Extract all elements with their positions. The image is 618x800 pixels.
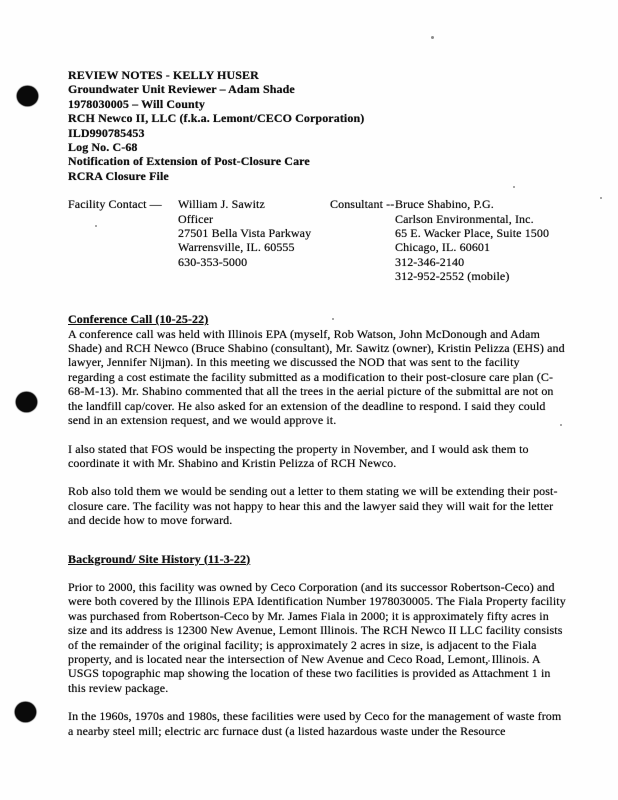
header-line: Groundwater Unit Reviewer – Adam Shade [68, 82, 295, 97]
consultant-city: Chicago, IL. 60601 [395, 240, 491, 255]
punch-hole-mark [15, 702, 36, 722]
consultant-label: Consultant -- [330, 197, 395, 212]
consultant-details [395, 197, 570, 283]
document-content [68, 68, 568, 738]
paragraph: In the 1960s, 1970s and 1980s, these facilities were used by Ceco for the management of waste from a nearby steel mill; electric arc furnace dust (a listed hazardous waste under the Resource [68, 709, 562, 738]
consultant-phone: 312-346-2140 [395, 254, 465, 269]
scan-speck [431, 36, 434, 39]
scan-speck [600, 197, 602, 199]
facility-contact-phone: 630-353-5000 [178, 254, 248, 269]
paragraph: I also stated that FOS would be inspecting the property in November, and I would ask them to coordinate it with Mr. Shabino and Kristin Pelizza of RCH Newco. [68, 441, 529, 470]
consultant-company: Carlson Environmental, Inc. [395, 211, 534, 226]
paragraph: Rob also told them we would be sending out a letter to them stating we will be extending their post-closure care. The facility was not happy to hear this and the lawyer said they will wait for the letter and decide how to move forward. [68, 484, 558, 528]
facility-contact-city: Warrensville, IL. 60555 [178, 240, 295, 255]
section-heading-conference-call: Conference Call (10-25-22) [68, 312, 209, 327]
punch-hole-mark [17, 86, 38, 106]
header-line: ILD990785453 [68, 125, 145, 140]
facility-contact-street: 27501 Bella Vista Parkway [178, 226, 312, 241]
consultant-name: Bruce Shabino, P.G. [395, 197, 494, 212]
header-line: Log No. C-68 [68, 140, 138, 155]
consultant-street: 65 E. Wacker Place, Suite 1500 [395, 226, 550, 241]
title-line: REVIEW NOTES - KELLY HUSER [68, 68, 259, 82]
header-line: Notification of Extension of Post-Closure Care [68, 154, 310, 169]
punch-hole-mark [16, 392, 37, 412]
paragraph: A conference call was held with Illinois EPA (myself, Rob Watson, John McDonough and Adam Shade) and RCH Newco (Bruce Shabino (consultant), Mr. Sawitz (owner), Kristin Pelizza (EHS) and lawyer, Jennifer Nijman). In this meeting we discussed the NOD that was sent to the facility regarding a cost estimate the facility submitted as a modification to their post-closure care plan (C-68-M-13). Mr. Shabino commented that all the trees in the aerial picture of the submittal are not on the landfill cap/cover. He also asked for an extension of the deadline to respond. I said they could send in an extension request, and we would approve it. [68, 326, 565, 428]
section-heading-background: Background/ Site History (11-3-22) [68, 551, 251, 566]
header-line: RCH Newco II, LLC (f.k.a. Lemont/CECO Corporation) [68, 111, 365, 126]
facility-contact-details [178, 197, 311, 269]
facility-contact-name: William J. Sawitz [178, 197, 265, 212]
document-header [68, 68, 568, 183]
consultant-mobile: 312-952-2552 (mobile) [395, 269, 510, 284]
facility-contact-label: Facility Contact — [68, 197, 162, 212]
header-line: RCRA Closure File [68, 168, 169, 183]
facility-contact-title: Officer [178, 211, 214, 226]
contact-block [68, 197, 568, 298]
header-line: 1978030005 – Will County [68, 96, 205, 111]
paragraph: Prior to 2000, this facility was owned by Ceco Corporation (and its successor Robertson-Ceco) and were both covered by the Illinois EPA Identification Number 1978030005. The Fiala Property facility was purchased from Robertson-Ceco by Mr. James Fiala in 2000; it is approximately fifty acres in size and its address is 12300 New Avenue, Lemont Illinois. The RCH Newco II LLC facility consists of the remainder of the original facility; is approximately 2 acres in size, is adjacent to the Fiala property, and is located near the intersection of New Avenue and Ceco Road, Lemont, Illinois. A USGS topographic map showing the location of these two facilities is provided as Attachment 1 in this review package. [68, 579, 566, 695]
